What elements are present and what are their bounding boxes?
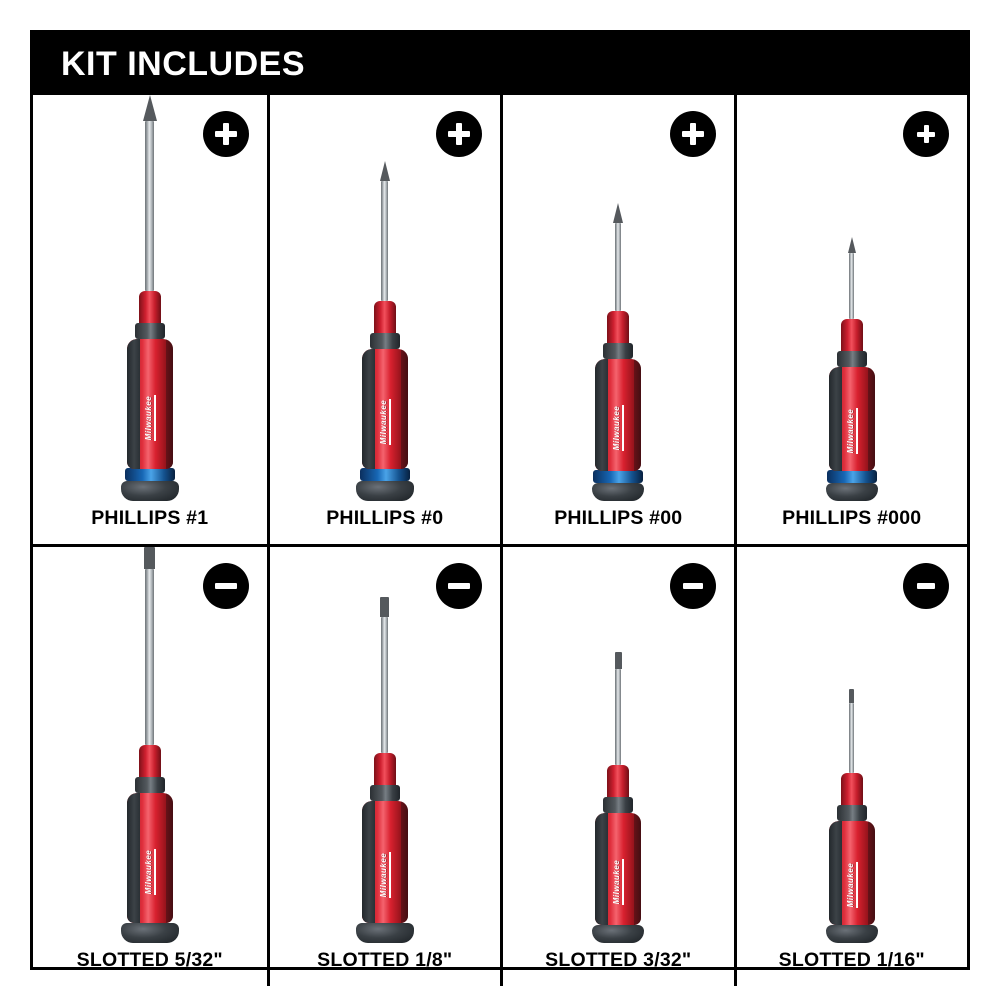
kit-item-label: SLOTTED 3/32" xyxy=(545,949,692,971)
screwdriver-graphic xyxy=(325,95,445,507)
brand-logo: Milwaukee xyxy=(846,402,858,460)
slotted-tip-icon xyxy=(611,652,625,669)
kit-item-label: SLOTTED 1/16" xyxy=(778,949,925,971)
shaft xyxy=(615,223,621,311)
handle xyxy=(829,773,875,943)
kit-item-slotted-1-16[interactable] xyxy=(734,547,968,986)
screwdriver-graphic xyxy=(792,95,912,507)
shaft xyxy=(615,669,621,765)
handle xyxy=(829,319,875,501)
kit-row-slotted xyxy=(33,547,967,986)
brand-logo: Milwaukee xyxy=(379,393,391,451)
slotted-tip-icon xyxy=(378,597,392,617)
kit-item-label: PHILLIPS #00 xyxy=(554,507,683,529)
brand-logo: Milwaukee xyxy=(379,846,391,904)
handle xyxy=(127,291,173,501)
kit-item-label: SLOTTED 5/32" xyxy=(76,949,223,971)
brand-logo: Milwaukee xyxy=(612,399,624,457)
handle xyxy=(127,745,173,943)
screwdriver-graphic xyxy=(558,95,678,507)
kit-item-label: PHILLIPS #1 xyxy=(91,507,209,529)
kit-item-slotted-3-32[interactable] xyxy=(500,547,734,986)
shaft xyxy=(849,253,854,319)
kit-item-label: PHILLIPS #0 xyxy=(326,507,444,529)
shaft xyxy=(849,703,854,773)
phillips-tip-icon xyxy=(143,95,157,121)
phillips-tip-icon xyxy=(845,237,859,253)
shaft xyxy=(145,569,154,745)
slotted-tip-icon xyxy=(143,547,157,569)
screwdriver-graphic xyxy=(558,547,678,949)
phillips-tip-icon xyxy=(378,161,392,181)
handle xyxy=(595,765,641,943)
screwdriver-graphic xyxy=(792,547,912,949)
kit-header xyxy=(33,33,967,95)
shaft xyxy=(381,617,388,753)
screwdriver-graphic xyxy=(325,547,445,949)
kit-item-phillips-1[interactable] xyxy=(33,95,267,544)
kit-item-phillips-00[interactable] xyxy=(500,95,734,544)
kit-item-label: PHILLIPS #000 xyxy=(782,507,922,529)
brand-logo: Milwaukee xyxy=(144,843,156,901)
phillips-tip-icon xyxy=(611,203,625,223)
handle xyxy=(362,753,408,943)
kit-item-phillips-000[interactable] xyxy=(734,95,968,544)
screwdriver-graphic xyxy=(90,95,210,507)
handle xyxy=(362,301,408,501)
kit-item-label: SLOTTED 1/8" xyxy=(317,949,453,971)
kit-frame xyxy=(30,30,970,970)
brand-logo: Milwaukee xyxy=(612,853,624,911)
kit-item-phillips-0[interactable] xyxy=(267,95,501,544)
brand-logo: Milwaukee xyxy=(144,389,156,447)
kit-row-phillips xyxy=(33,95,967,547)
brand-logo: Milwaukee xyxy=(846,856,858,914)
shaft xyxy=(145,121,154,291)
handle xyxy=(595,311,641,501)
page-title: KIT INCLUDES xyxy=(61,44,305,83)
kit-item-slotted-5-32[interactable] xyxy=(33,547,267,986)
shaft xyxy=(381,181,388,301)
kit-item-slotted-1-8[interactable] xyxy=(267,547,501,986)
kit-grid xyxy=(33,95,967,986)
slotted-tip-icon xyxy=(845,689,859,703)
screwdriver-graphic xyxy=(90,547,210,949)
